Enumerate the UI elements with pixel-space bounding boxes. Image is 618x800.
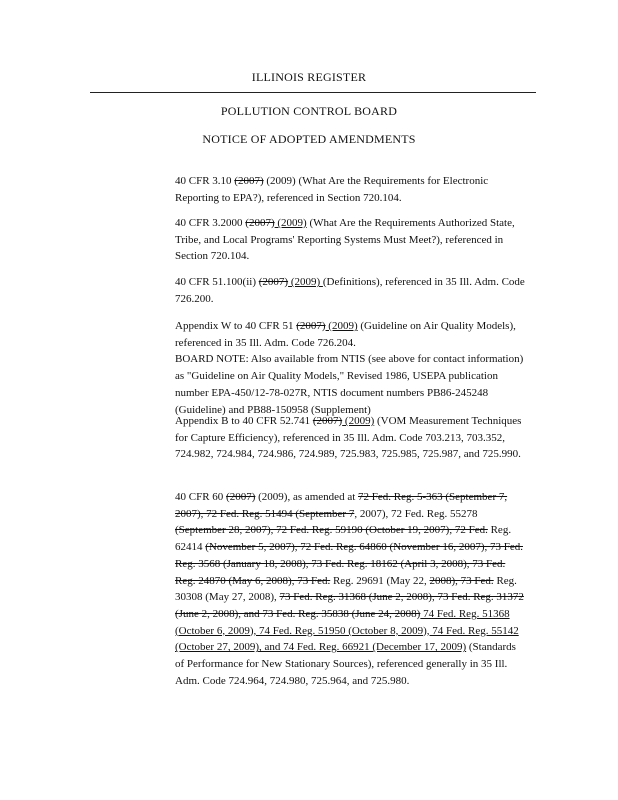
entry-text [175,173,525,206]
deleted-text: (2007) [245,217,275,229]
entry-text-part: (2009), as amended at [255,491,359,503]
inserted-text: (2009) [288,276,323,288]
entry-text-part: , 2007), 72 Fed. Reg. 55278 [354,507,478,520]
deleted-text: (2007) [296,320,326,332]
entry-text-part: (VOM Measurement Techniques for Capture Efficiency), referenced in 35 Ill. Adm. Code 703.213, 703.352, 724.982, 724.984, 724.986, 724.989, 725.983, 725.985, 725.987, and 725.990. [175,415,522,461]
entry-text [175,318,525,351]
entry-text-part: 40 CFR 51.100(ii) [175,276,259,288]
entry-text-part: Appendix W to 40 CFR 51 [175,320,297,332]
entry-40cfr-60 [175,489,525,689]
entry-40cfr-3-2000 [175,215,525,265]
inserted-text: (2009) [342,415,375,427]
entry-text [175,215,525,265]
deleted-text: (2007) [258,276,289,288]
entry-appendix-b [175,413,525,463]
entry-text-part: Reg. 30308 (May 27, 2008), [175,574,517,604]
inserted-text: (2009) [274,217,307,229]
entry-text-part: (2009) (What Are the Requirements for Electronic Reporting to EPA?), referenced in Section 720.104. [175,175,489,204]
entry-text-part: (Standards of Performance for New Stationary Sources), referenced generally in 35 Ill. Adm. Code 724.964, 724.980, 725.964, and 725.980. [175,641,516,687]
deleted-text: 2008), 73 Fed. [429,574,494,587]
entry-40cfr-51-100 [175,274,525,307]
deleted-text: 73 Fed. Reg. 31368 (June 2, 2008), 73 Fed. Reg. 31372 (June 2, 2008), and 73 Fed. Reg. 35838 (June 24, 2008) [175,591,524,620]
deleted-text: (2007) [226,491,256,503]
entry-text-part: Reg. 29691 (May 22, [330,574,430,587]
deleted-text: (November 5, 2007), 72 Fed. Reg. 64860 (November 16, 2007), 73 Fed. Reg. 3568 (January 18, 2008), 73 Fed. Reg. 18162 (April 3, 2008), 73 Fed. Reg. 24870 (May 6, 2008), 73 Fed. [175,541,523,587]
entry-text-part: 40 CFR 3.10 [175,175,235,187]
deleted-text: (September 28, 2007), 72 Fed. Reg. 59190 (October 19, 2007), 72 Fed. [175,524,488,537]
inserted-text: 74 Fed. Reg. 51368 (October 6, 2009), 74 Fed. Reg. 51950 (October 8, 2009), 74 Fed. Reg. 55142 (October 27, 2009), and 74 Fed. Reg. 66921 (December 17, 2009) [175,607,519,654]
entry-text-part: (Definitions), referenced in 35 Ill. Adm. Code 726.200. [175,276,525,305]
entry-text-part: 40 CFR 3.2000 [175,217,246,229]
notice-title: NOTICE OF ADOPTED AMENDMENTS [202,132,416,146]
inserted-text: (2009) [325,320,358,332]
header-rule [90,92,536,93]
entry-text [175,413,525,463]
deleted-text: (2007) [234,175,264,187]
board-title: POLLUTION CONTROL BOARD [220,104,398,118]
entry-text [175,489,525,689]
entry-appendix-w [175,318,525,418]
entry-text-part: Appendix B to 40 CFR 52.741 [175,415,313,427]
entry-40cfr-3-10 [175,173,525,206]
entry-text-part: (Guideline on Air Quality Models), referenced in 35 Ill. Adm. Code 726.204. [175,320,516,349]
entry-text-part: 40 CFR 60 [175,491,227,503]
board-note: BOARD NOTE: Also available from NTIS (see above for contact information) as "Guideline on Air Quality Models," Revised 1986, USEPA publication number EPA-450/12-78-027R, NTIS document numbers PB86-245248 (Guideline) and PB88-150958 (Supplement) [175,353,524,416]
entry-text-part: Reg. 62414 [175,524,512,554]
deleted-text: 72 Fed. Reg. 5-363 (September 7, 2007), 72 Fed. Reg. 51494 (September 7 [175,491,508,520]
entry-text-part: (What Are the Requirements Authorized State, Tribe, and Local Programs' Reporting Systems Must Meet?), referenced in Section 720.104. [175,217,515,263]
entry-text [175,274,525,307]
deleted-text: (2007) [312,415,343,427]
register-title: ILLINOIS REGISTER [251,70,367,84]
